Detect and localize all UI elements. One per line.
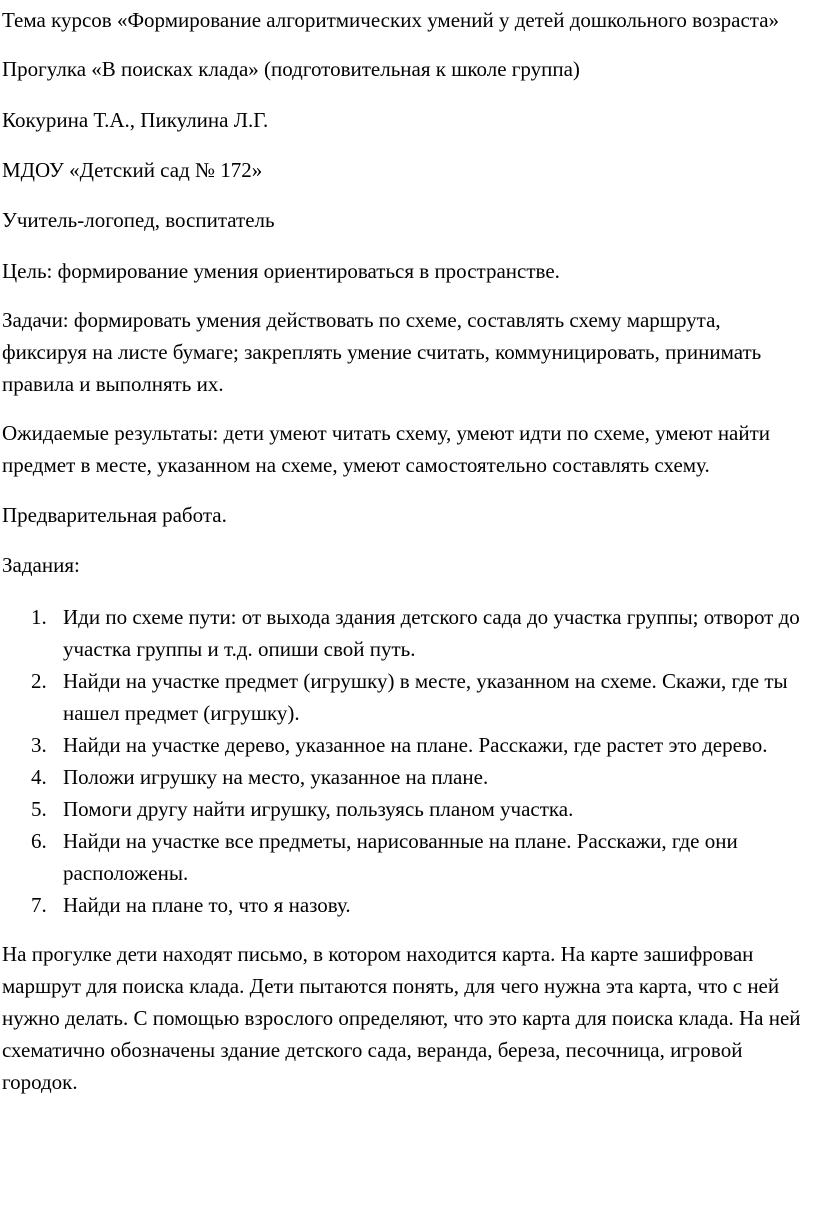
list-item-number: 4. xyxy=(31,765,47,789)
list-item-text: Найди на участке предмет (игрушку) в месте, указанном на схеме. Скажи, где ты нашел предмет (игрушку). xyxy=(63,669,788,725)
list-item xyxy=(2,601,810,665)
list-item-text: Помоги другу найти игрушку, пользуясь планом участка. xyxy=(63,797,574,821)
list-item-text: Найди на плане то, что я назову. xyxy=(63,893,351,917)
preliminary-work: Предварительная работа. xyxy=(2,503,227,527)
assignments-heading: Задания: xyxy=(2,553,80,577)
list-item-text: Положи игрушку на место, указанное на плане. xyxy=(63,765,489,789)
positions: Учитель-логопед, воспитатель xyxy=(2,208,275,232)
list-item-text: Найди на участке дерево, указанное на плане. Расскажи, где растет это дерево. xyxy=(63,733,768,757)
list-item-number: 1. xyxy=(31,605,47,629)
organization: МДОУ «Детский сад № 172» xyxy=(2,158,263,182)
list-item-number: 6. xyxy=(31,829,47,853)
list-item xyxy=(2,825,810,889)
closing-paragraph: На прогулке дети находят письмо, в котором находится карта. На карте зашифрован маршрут для поиска клада. Дети пытаются понять, для чего нужна эта карта, что с ней нужно делать. С помощью взрослого определяют, что это карта для поиска клада. На ней схематично обозначены здание детского сада, веранда, береза, песочница, игровой городок. xyxy=(2,942,801,1094)
authors: Кокурина Т.А., Пикулина Л.Г. xyxy=(2,108,269,132)
assignments-list xyxy=(2,601,810,921)
list-item-text: Найди на участке все предметы, нарисованные на плане. Расскажи, где они расположены. xyxy=(63,829,738,885)
list-item xyxy=(2,665,810,729)
list-item-number: 7. xyxy=(31,893,47,917)
list-item xyxy=(2,729,810,761)
event-title: Прогулка «В поисках клада» (подготовительная к школе группа) xyxy=(2,57,580,81)
goal: Цель: формирование умения ориентироваться в пространстве. xyxy=(2,259,560,283)
tasks: Задачи: формировать умения действовать по схеме, составлять схему маршрута, фиксируя на листе бумаге; закреплять умение считать, коммуницировать, принимать правила и выполнять их. xyxy=(2,308,762,396)
course-topic: Тема курсов «Формирование алгоритмических умений у детей дошкольного возраста» xyxy=(2,8,780,32)
list-item-number: 3. xyxy=(31,733,47,757)
list-item-number: 5. xyxy=(31,797,47,821)
list-item xyxy=(2,761,810,793)
list-item-number: 2. xyxy=(31,669,47,693)
list-item xyxy=(2,889,810,921)
list-item xyxy=(2,793,810,825)
expected-results: Ожидаемые результаты: дети умеют читать схему, умеют идти по схеме, умеют найти предмет в месте, указанном на схеме, умеют самостоятельно составлять схему. xyxy=(2,421,771,477)
list-item-text: Иди по схеме пути: от выхода здания детского сада до участка группы; отворот до участка группы и т.д. опиши свой путь. xyxy=(63,605,800,661)
